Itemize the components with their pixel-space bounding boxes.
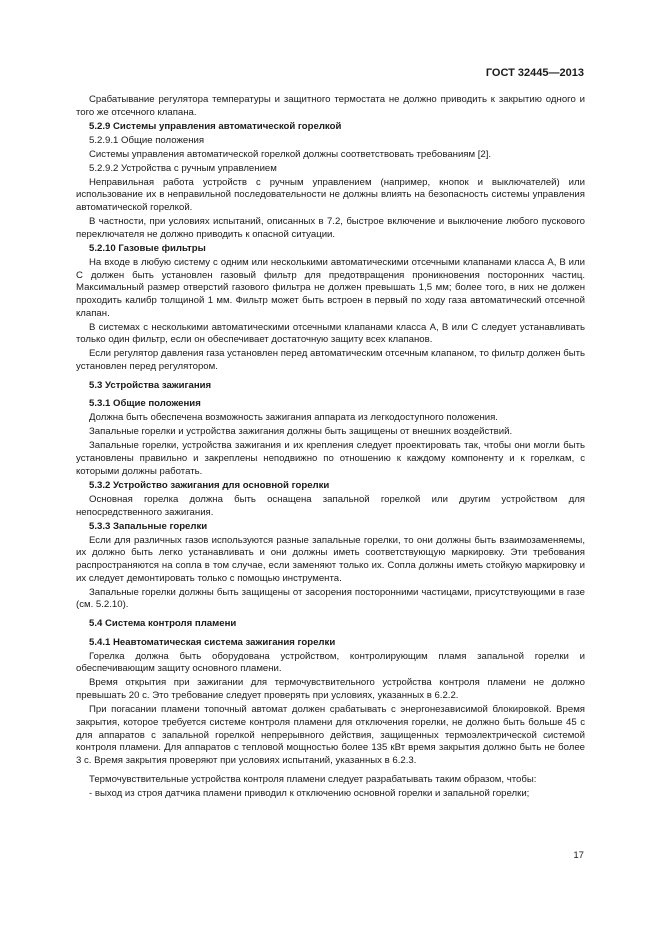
paragraph: Системы управления автоматической горелкой должны соответствовать требованиям [2].	[89, 148, 492, 160]
section-heading: 5.3 Устройства зажигания	[89, 379, 212, 391]
section-heading: 5.4 Система контроля пламени	[89, 618, 237, 630]
paragraph: Время открытия при зажигании для термочувствительного устройства контроля пламени не должно превышать 20 с. Это требование следует проверять при условиях, указанных в 6.2.2.	[76, 677, 585, 702]
section-heading: 5.2.9 Системы управления автоматической горелкой	[89, 120, 342, 132]
section-heading: 5.3.1 Общие положения	[89, 398, 201, 410]
subsection-heading: 5.2.9.2 Устройства с ручным управлением	[89, 162, 277, 174]
paragraph: В системах с несколькими автоматическими отсечными клапанами класса А, В или С следует устанавливать только один фильтр, если он обеспечивает достаточную защиту всех клапанов.	[76, 321, 585, 346]
paragraph: Если для различных газов используются разные запальные горелки, то они должны быть взаимозаменяемы, их должно быть легко устанавливать и они должны иметь соответствующую маркировку. Эти требования распространяются на сопла в том случае, если заменяют только их. Сопла должны иметь стойкую маркировку и их следует демонтировать только с помощью инструмента.	[76, 534, 585, 584]
section-heading: 5.3.3 Запальные горелки	[89, 520, 208, 532]
paragraph: Срабатывание регулятора температуры и защитного термостата не должно приводить к закрытию одного и того же отсечного клапана.	[76, 94, 585, 118]
page-number: 17	[573, 850, 584, 861]
paragraph: В частности, при условиях испытаний, описанных в 7.2, быстрое включение и выключение любого пускового переключателя не должно приводить к опасной ситуации.	[76, 216, 585, 240]
paragraph: Неправильная работа устройств с ручным управлением (например, кнопок и выключателей) или использование их в неправильной последовательности не должны влиять на безопасность системы управления автоматической горелкой.	[76, 176, 585, 214]
paragraph: При погасании пламени топочный автомат должен срабатывать с энергонезависимой блокировкой. Время закрытия, которое требуется системе контроля пламени для отключения горелки, не должно быть больше 45 с для аппаратов с запальной горелкой непрерывного действия, защищенных термоэлектрической системой контроля пламени. Для аппаратов с тепловой мощностью более 135 кВт время закрытия должно быть не более 3 с. Время закрытия проверяют при условиях испытаний, указанных в 6.2.3.	[76, 704, 585, 766]
document-body	[76, 94, 585, 802]
paragraph: На входе в любую систему с одним или несколькими автоматическими отсечными клапанами класса А, В или С должен быть установлен газовый фильтр для предотвращения проникновения посторонних частиц. Максимальный размер отверстий газового фильтра не должен превышать 1,5 мм; более того, в них не должен проходить калибр толщиной 1 мм. Фильтр может быть встроен в первый по ходу газа автоматический отсечной клапан.	[76, 256, 585, 319]
paragraph: Если регулятор давления газа установлен перед автоматическим отсечным клапаном, то фильтр должен быть установлен перед регулятором.	[76, 348, 585, 373]
section-heading: 5.3.2 Устройство зажигания для основной горелки	[89, 479, 330, 491]
paragraph: Основная горелка должна быть оснащена запальной горелкой или другим устройством для непосредственного зажигания.	[76, 493, 585, 518]
paragraph: Запальные горелки, устройства зажигания и их крепления следует проектировать так, чтобы они могли быть установлены правильно и закреплены неподвижно по отношению к каждому компоненту и к горелкам, с которыми должны работать.	[76, 440, 585, 477]
paragraph: Запальные горелки и устройства зажигания должны быть защищены от внешних воздействий.	[89, 426, 513, 438]
paragraph: Горелка должна быть оборудована устройством, контролирующим пламя запальной горелки и обеспечивающим защиту основного пламени.	[76, 650, 585, 675]
section-heading: 5.4.1 Неавтоматическая система зажигания горелки	[89, 636, 336, 648]
paragraph: Термочувствительные устройства контроля пламени следует разрабатывать таким образом, чтобы:	[89, 773, 537, 785]
document-id: ГОСТ 32445—2013	[485, 67, 584, 79]
subsection-heading: 5.2.9.1 Общие положения	[89, 134, 205, 146]
paragraph: Запальные горелки должны быть защищены от засорения посторонними частицами, присутствующими в газе (см. 5.2.10).	[76, 586, 585, 611]
paragraph: Должна быть обеспечена возможность зажигания аппарата из легкодоступного положения.	[89, 412, 498, 424]
section-heading: 5.2.10 Газовые фильтры	[89, 242, 206, 254]
list-item: - выход из строя датчика пламени приводил к отключению основной горелки и запальной горелки;	[89, 787, 530, 799]
